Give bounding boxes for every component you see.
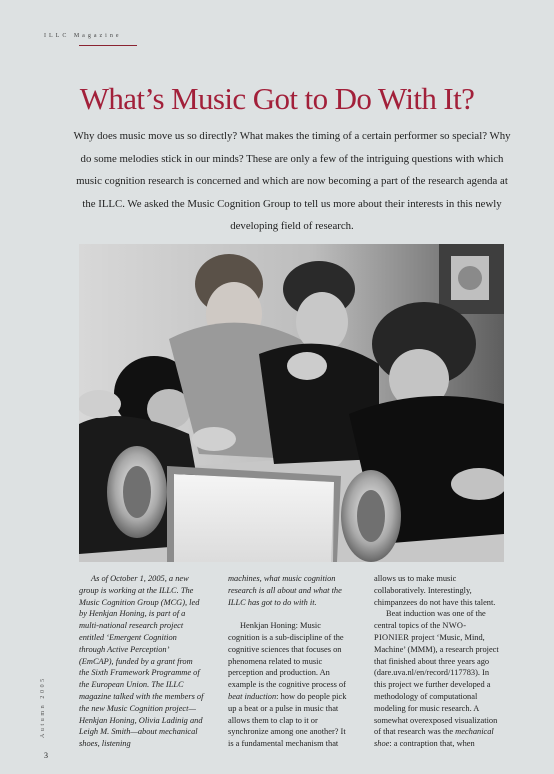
column-3-text-start: Beat induction was one of the central topics of the xyxy=(374,609,486,631)
side-date: Autumn 2005 xyxy=(40,676,46,738)
group-photo xyxy=(79,244,504,562)
column-2-text-start: Henkjan Honing: Music cognition is a sub-discipline of the cognitive sciences that focuses on phenomena related to music perception and production. An example is the cognitive process of xyxy=(228,621,346,690)
page-number: 3 xyxy=(44,751,48,760)
column-2-paragraph-1: machines, what music cognition research is all about and what the ILLC has got to do with it. xyxy=(228,574,342,607)
column-2-emphasis: beat induction xyxy=(228,691,277,701)
article-intro: Why does music move us so directly? What makes the timing of a certain performer so special? Why do some melodies stick in our minds? These are only a few of the intriguing questions with which music cognition research is concerned and which are now becoming a part of the research agenda at the ILLC. We asked the Music Cognition Group to tell us more about their interests in this newly developing field of research. xyxy=(73,130,511,232)
body-column-3 xyxy=(374,573,499,750)
body-column-2 xyxy=(228,573,353,750)
header-rule xyxy=(79,45,137,46)
column-2-text-end: : how do people pick up a beat or a pulse in music that allows them to clap to it or synchronize among one another? It is a fundamental mechanism that xyxy=(228,691,347,749)
running-head: ILLC Magazine xyxy=(44,33,122,39)
column-3-text-tail: : a contraption that, when xyxy=(389,739,475,749)
group-photo-icon xyxy=(79,244,504,562)
body-column-1 xyxy=(79,573,204,750)
column-3-paragraph-2 xyxy=(374,608,499,750)
column-3-paragraph-1: allows us to make music collaboratively. Interestingly, chimpanzees do not have this talent. xyxy=(374,574,496,607)
column-1-paragraph: As of October 1, 2005, a new group is working at the ILLC. The Music Cognition Group (MCG), led by Henkjan Honing, is part of a multi-national research project entitled ‘Emergent Cognition through Active Perception’ (EmCAP), funded by a grant from the Sixth Framework Programme of the European Union. The ILLC magazine talked with the members of the new Music Cognition project—Henkjan Honing, Olivia Ladinig and Leigh M. Smith—about mechanical shoes, listening xyxy=(79,574,204,749)
article-title: What’s Music Got to Do With It? xyxy=(79,81,475,116)
column-3-emphasis: mechanical shoe xyxy=(374,727,494,749)
column-3-text-middle: project ‘Music, Mind, Machine’ (MMM), a research project that finished about three years ago (dare.uva.nl/en/record/117783). In this project we further developed a methodology of computational modeling for music research. A somewhat overexposed visualization of that research was the xyxy=(374,632,499,737)
column-2-paragraph-2 xyxy=(228,620,353,750)
column-3-smallcaps: NWO-PIONIER xyxy=(374,621,467,642)
